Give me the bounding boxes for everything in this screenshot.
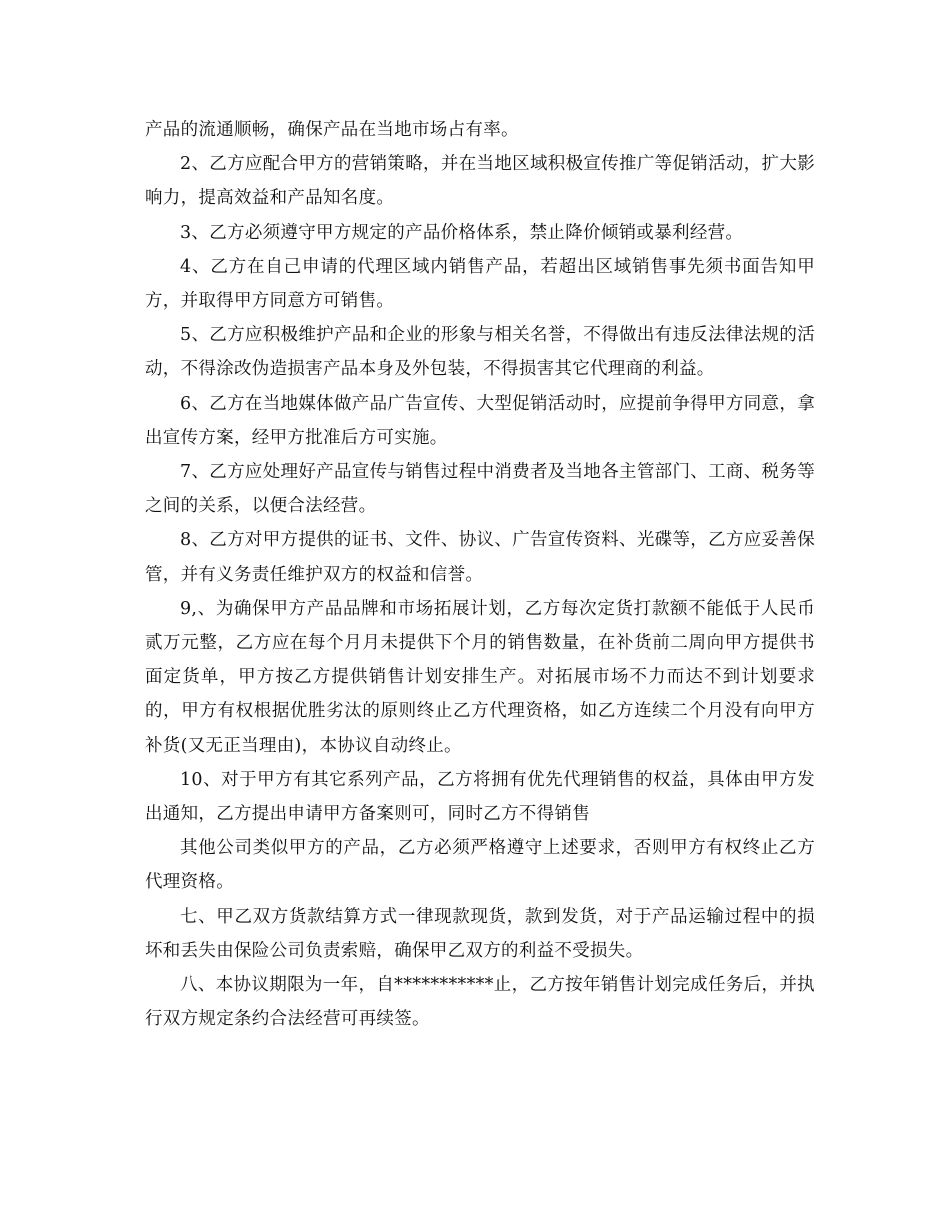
paragraph-clause-5: 5、乙方应积极维护产品和企业的形象与相关名誉，不得做出有违反法律法规的活动，不得涂改伪造损害产品本身及外包装，不得损害其它代理商的利益。 [145, 325, 815, 380]
paragraph-clause-10-continued: 其他公司类似甲方的产品，乙方必须严格遵守上述要求，否则甲方有权终止乙方代理资格。 [145, 838, 815, 893]
paragraph-clause-4: 4、乙方在自己申请的代理区域内销售产品，若超出区域销售事先须书面告知甲方，并取得甲方同意方可销售。 [145, 256, 815, 312]
paragraph-clause-3: 3、乙方必须遵守甲方规定的产品价格体系，禁止降价倾销或暴利经营。 [180, 222, 744, 243]
paragraph-clause-6: 6、乙方在当地媒体做产品广告宣传、大型促销活动时，应提前争得甲方同意，拿出宣传方案，经甲方批准后方可实施。 [145, 393, 815, 448]
paragraph-clause-8: 8、乙方对甲方提供的证书、文件、协议、广告宣传资料、光碟等，乙方应妥善保管，并有义务责任维护双方的权益和信誉。 [145, 530, 815, 585]
paragraph-clause-7: 7、乙方应处理好产品宣传与销售过程中消费者及当地各主管部门、工商、税务等之间的关系，以便合法经营。 [145, 462, 815, 517]
paragraph-clause-9: 9,、为确保甲方产品品牌和市场拓展计划，乙方每次定货打款额不能低于人民币贰万元整，乙方应在每个月月未提供下个月的销售数量，在补货前二周向甲方提供书面定货单，甲方按乙方提供销售计划安排生产。对拓展市场不力而达不到计划要求的，甲方有权根据优胜劣汰的原则终止乙方代理资格，如乙方连续二个月没有向甲方补货(又无正当理由)，本协议自动终止。 [145, 598, 815, 756]
paragraph-section-7: 七、甲乙双方货款结算方式一律现款现货，款到发货，对于产品运输过程中的损坏和丢失由保险公司负责索赔，确保甲乙双方的利益不受损失。 [145, 906, 815, 961]
paragraph-section-8: 八、本协议期限为一年，自***********止，乙方按年销售计划完成任务后，并执行双方规定条约合法经营可再续签。 [145, 975, 815, 1030]
paragraph-continuation: 产品的流通顺畅，确保产品在当地市场占有率。 [145, 120, 519, 140]
paragraph-clause-2: 2、乙方应配合甲方的营销策略，并在当地区域积极宣传推广等促销活动，扩大影响力，提高效益和产品知名度。 [145, 154, 815, 209]
paragraph-clause-10: 10、对于甲方有其它系列产品，乙方将拥有优先代理销售的权益，具体由甲方发出通知，乙方提出申请甲方备案则可，同时乙方不得销售 [145, 769, 815, 825]
document-body [145, 113, 815, 1036]
